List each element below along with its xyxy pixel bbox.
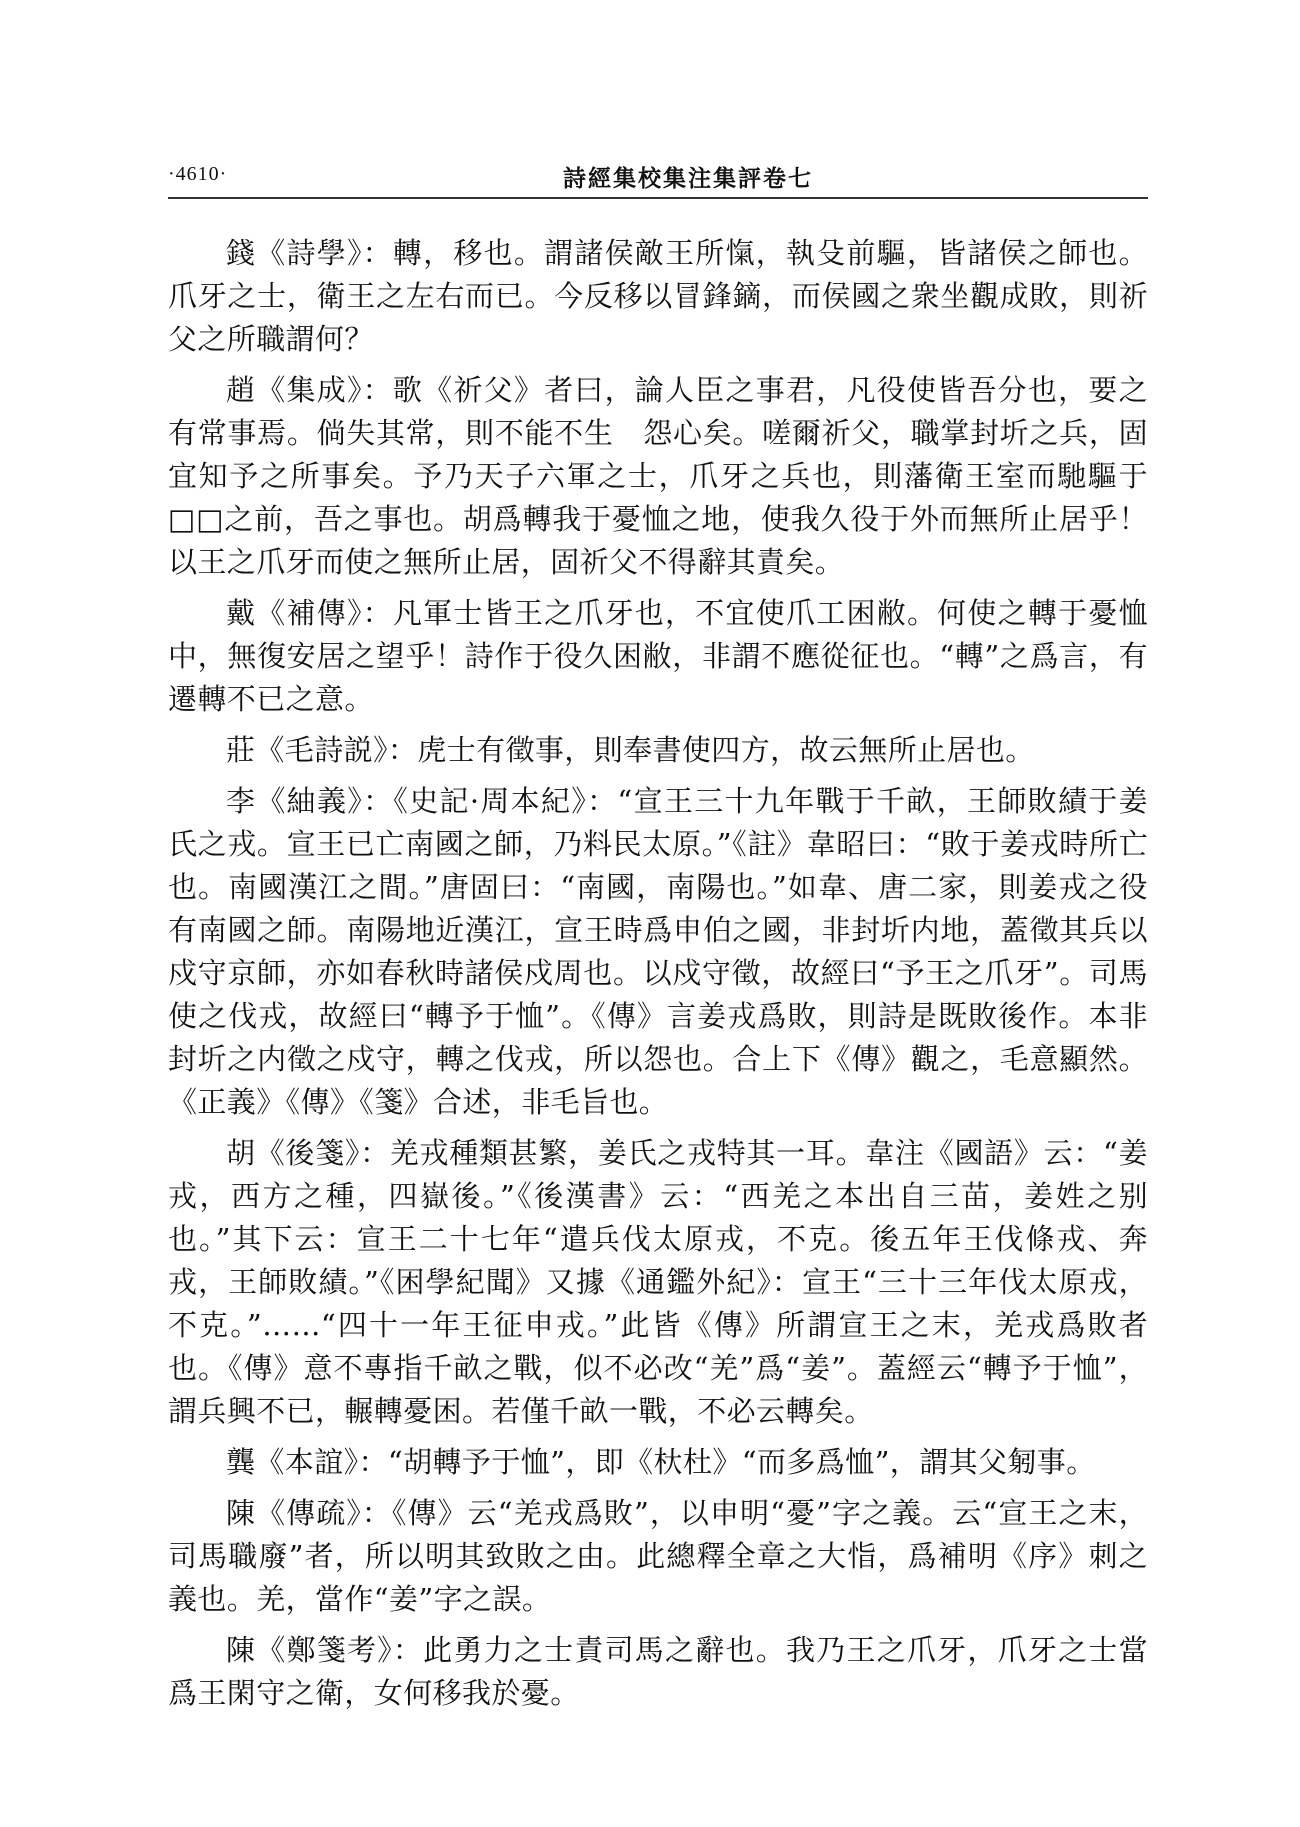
- commentary-zhao: 趙《集成》：歌《祈父》者曰，論人臣之事君，凡役使皆吾分也，要之有常事焉。倘失其常，則不能不生 怨心矣。嗟爾祈父，職掌封圻之兵，固宜知予之所事矣。予乃天子六軍之士，爪牙之兵也，則藩衛王室而馳驅于□□之前，吾之事也。胡爲轉我于憂恤之地，使我久役于外而無所止居乎！以王之爪牙而使之無所止居，固祈父不得辭其責矣。: [168, 373, 1148, 579]
- commentary-li: 李《紬義》：《史記·周本紀》：“宣王三十九年戰于千畝，王師敗績于姜氏之戎。宣王已亡南國之師，乃料民太原。”《註》韋昭曰：“敗于姜戎時所亡也。南國漢江之間。”唐固曰：“南國，南陽也。”如韋、唐二家，則姜戎之役有南國之師。南陽地近漢江，宣王時爲申伯之國，非封圻内地，蓋徵其兵以戍守京師，亦如春秋時諸侯戍周也。以戍守徵，故經曰“予王之爪牙”。司馬使之伐戎，故經曰“轉予于恤”。《傳》言姜戎爲敗，則詩是既敗後作。本非封圻之内徵之戍守，轉之伐戎，所以怨也。合上下《傳》觀之，毛意顯然。《正義》《傳》《箋》合述，非毛旨也。: [168, 784, 1148, 1119]
- header-rule: [168, 197, 1148, 199]
- page-header: [168, 155, 1148, 199]
- page-number: ·4610·: [168, 163, 228, 185]
- commentary-dai: 戴《補傳》：凡軍士皆王之爪牙也，不宜使爪工困敝。何使之轉于憂恤中，無復安居之望乎！詩作于役久困敝，非謂不應從征也。“轉”之爲言，有遷轉不已之意。: [168, 596, 1148, 716]
- commentary-body: [168, 232, 1149, 1710]
- commentary-zhuang: 莊《毛詩説》：虎士有徵事，則奉書使四方，故云無所止居也。: [226, 733, 1035, 767]
- commentary-hu: 胡《後箋》：羌戎種類甚繁，姜氏之戎特其一耳。韋注《國語》云：“姜戎，西方之種，四嶽後。”《後漢書》云：“西羌之本出自三苗，姜姓之别也。”其下云：宣王二十七年“遣兵伐太原戎，不克。後五年王伐條戎、奔戎，王師敗績。”《困學紀聞》又據《通鑑外紀》：宣王“三十三年伐太原戎，不克。”……“四十一年王征申戎。”此皆《傳》所謂宣王之末，羌戎爲敗者也。《傳》意不專指千畝之戰，似不必改“羌”爲“姜”。蓋經云“轉予于恤”，謂兵興不已，輾轉憂困。若僅千畝一戰，不必云轉矣。: [168, 1136, 1149, 1428]
- commentary-chen-zhuanshu: 陳《傳疏》：《傳》云“羌戎爲敗”，以申明“憂”字之義。云“宣王之末，司馬職廢”者，所以明其致敗之由。此總釋全章之大恉，爲補明《序》刺之義也。羌，當作“姜”字之誤。: [168, 1496, 1148, 1616]
- commentary-chen-zhengjian: 陳《鄭箋考》：此勇力之士責司馬之辭也。我乃王之爪牙，爪牙之士當爲王閑守之衛，女何移我於憂。: [168, 1633, 1148, 1710]
- running-title: 詩經集校集注集評卷七: [563, 165, 813, 192]
- commentary-gong: 龔《本誼》：“胡轉予于恤”，即《杕杜》“而多爲恤”，謂其父匑事。: [226, 1445, 1096, 1479]
- commentary-qian: 錢《詩學》：轉，移也。謂諸侯敵王所愾，執殳前驅，皆諸侯之師也。爪牙之士，衛王之左右而已。今反移以冒鋒鏑，而侯國之衆坐觀成敗，則祈父之所職謂何？: [168, 236, 1148, 356]
